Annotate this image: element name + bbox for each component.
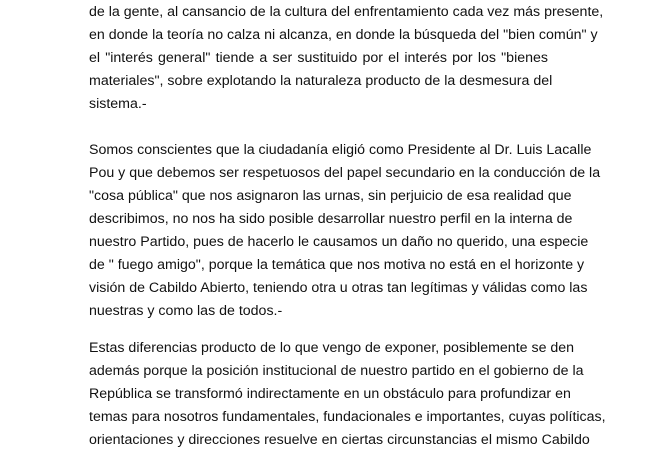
text-line: sistema.- [89,96,147,112]
text-line: materiales", sobre explotando la naturaleza producto de la desmesura del [89,73,553,89]
text-line: describimos, no nos ha sido posible desarrollar nuestro perfil en la interna de [89,211,573,227]
text-line: de la gente, al cansancio de la cultura del enfrentamiento cada vez más presente, [89,4,604,20]
text-line: "cosa pública" que nos asignaron las urnas, sin perjuicio de esa realidad que [89,188,572,204]
text-line: temas para nosotros fundamentales, fundacionales e importantes, cuyas políticas, [89,409,606,425]
text-line: República se transformó indirectamente en un obstáculo para profundizar en [89,386,571,402]
text-line: además porque la posición institucional de nuestro partido en el gobierno de la [89,363,584,379]
text-line: en donde la teoría no calza ni alcanza, en donde la búsqueda del "bien común" y [89,27,598,43]
text-line: nuestro Partido, pues de hacerlo le causamos un daño no querido, una especie [89,234,589,250]
text-line: Pou y que debemos ser respetuosos del papel secundario en la conducción de la [89,165,601,181]
text-line: el "interés general" tiende a ser sustituido por el interés por los "bienes [89,50,548,66]
text-line: visión de Cabildo Abierto, teniendo otra u otras tan legítimas y válidas como las [89,280,588,296]
text-line: Somos conscientes que la ciudadanía eligió como Presidente al Dr. Luis Lacalle [89,142,592,158]
text-line: Estas diferencias producto de lo que vengo de exponer, posiblemente se den [89,340,575,356]
text-line: de " fuego amigo", porque la temática que nos motiva no está en el horizonte y [89,257,585,273]
text-line: nuestras y como las de todos.- [89,303,283,319]
text-line: orientaciones y direcciones resuelve en ciertas circunstancias el mismo Cabildo [89,432,590,448]
